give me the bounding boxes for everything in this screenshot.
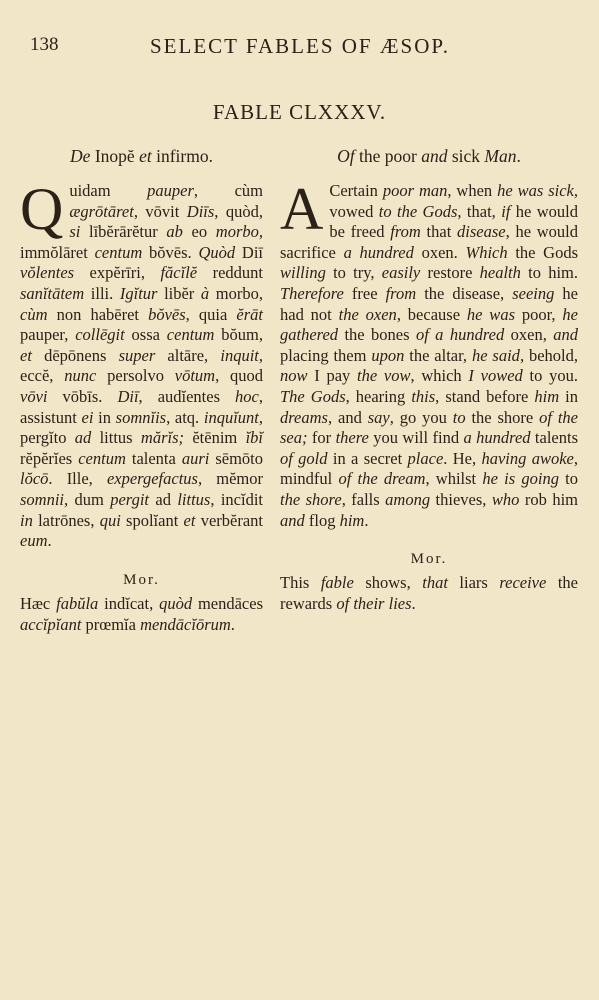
- english-body: [280, 176, 579, 531]
- roman-run: liars: [447, 573, 500, 593]
- roman-run: oxen,: [504, 325, 554, 345]
- english-title: [280, 146, 578, 167]
- roman-run: . Ille,: [48, 469, 107, 489]
- roman-run: restore: [420, 263, 480, 283]
- roman-run: spolĭant: [120, 510, 184, 530]
- roman-run: the Gods: [507, 242, 578, 262]
- page-number: 138: [30, 34, 59, 55]
- italic-run: receive: [499, 573, 547, 593]
- roman-run: flog: [304, 510, 340, 530]
- roman-run: oxen.: [413, 242, 466, 262]
- roman-run: , vōvit: [133, 201, 187, 221]
- roman-run: rĕpĕrĭes: [20, 448, 79, 468]
- italic-run: say: [367, 407, 390, 427]
- roman-run: prœmĭa: [81, 614, 141, 634]
- italic-run: accĭpĭant: [20, 614, 82, 634]
- italic-run: the vow: [357, 366, 411, 386]
- roman-run: , when: [447, 181, 498, 200]
- italic-run: vōvi: [20, 386, 48, 406]
- italic-run: collēgit: [75, 325, 125, 345]
- italic-run: he gathered: [280, 304, 578, 345]
- roman-run: , quod: [215, 366, 264, 386]
- roman-run: Certain: [329, 181, 383, 200]
- italic-run: dreams: [280, 407, 328, 427]
- roman-run: expĕrīri,: [74, 263, 161, 283]
- italic-run: health: [479, 263, 521, 283]
- italic-run: if: [501, 201, 511, 221]
- roman-run: mendāces: [192, 593, 263, 613]
- roman-run: , atq.: [166, 407, 204, 427]
- italic-run: ĕrāt: [236, 304, 263, 324]
- roman-run: persolvo: [96, 366, 175, 386]
- italic-run: upon: [371, 345, 405, 365]
- italic-run: Quòd: [198, 242, 236, 262]
- roman-run: , that,: [457, 201, 502, 221]
- roman-run: talents: [530, 428, 579, 448]
- roman-run: thieves,: [430, 489, 492, 509]
- italic-run: that: [422, 573, 448, 593]
- italic-run: centum: [94, 242, 143, 262]
- english-body-text: [280, 176, 579, 530]
- roman-run: in a secret: [327, 448, 408, 468]
- roman-run: you will find: [368, 428, 464, 448]
- roman-run: latrōnes,: [32, 510, 100, 530]
- roman-run: in: [559, 386, 578, 406]
- italic-run: somnii: [20, 489, 65, 509]
- italic-run: et: [139, 146, 152, 166]
- roman-run: , falls: [341, 489, 386, 509]
- roman-run: , immŏlāret: [20, 222, 263, 262]
- roman-run: ossa: [124, 325, 167, 345]
- roman-run: vōbīs.: [47, 386, 118, 406]
- italic-run: super: [118, 345, 156, 365]
- italic-run: from: [385, 283, 417, 303]
- italic-run: et: [183, 510, 196, 530]
- roman-run: bŏum,: [214, 325, 264, 345]
- roman-run: , he would sacrifice: [280, 222, 579, 262]
- roman-run: , stand before: [435, 386, 535, 406]
- roman-run: uidam: [69, 181, 148, 200]
- italic-run: ĭbĭ: [245, 428, 263, 448]
- roman-run: that: [420, 222, 458, 242]
- roman-run: Inopĕ: [90, 146, 140, 166]
- italic-run: pauper: [147, 181, 194, 200]
- italic-run: him: [534, 386, 560, 406]
- italic-run: mendācĭōrum: [140, 614, 231, 634]
- roman-run: , which: [410, 366, 469, 386]
- roman-run: to him.: [520, 263, 578, 283]
- roman-run: to you.: [522, 366, 578, 386]
- running-head: SELECT FABLES OF ÆSOP.: [150, 34, 450, 58]
- roman-run: I pay: [307, 366, 358, 386]
- italic-run: auri: [181, 448, 210, 468]
- roman-run: the shore: [465, 407, 540, 427]
- italic-run: fable: [320, 573, 354, 593]
- roman-run: sick: [447, 146, 485, 166]
- english-moral: [280, 572, 578, 614]
- italic-run: inquit: [220, 345, 259, 365]
- roman-run: , quia: [185, 304, 237, 324]
- roman-run: to: [558, 469, 579, 489]
- roman-run: , mĕmor: [197, 469, 263, 489]
- italic-run: there: [335, 428, 369, 448]
- roman-run: .: [364, 510, 369, 530]
- roman-run: to try,: [325, 263, 382, 283]
- italic-run: who: [491, 489, 520, 509]
- italic-run: nunc: [64, 366, 97, 386]
- roman-run: littus: [91, 428, 141, 448]
- italic-run: vōtum: [174, 366, 216, 386]
- roman-run: the rewards: [280, 573, 578, 614]
- italic-run: et: [20, 345, 32, 365]
- italic-run: among: [385, 489, 431, 509]
- latin-drop-cap: Q: [20, 176, 64, 242]
- italic-run: in: [20, 510, 33, 530]
- roman-run: , go you: [389, 407, 453, 427]
- italic-run: a hundred: [343, 242, 414, 262]
- italic-run: he said: [471, 345, 520, 365]
- italic-run: qui: [99, 510, 121, 530]
- english-column: [280, 146, 578, 614]
- roman-run: reddunt: [197, 263, 263, 283]
- italic-run: quòd: [159, 593, 193, 613]
- italic-run: cùm: [20, 304, 48, 324]
- italic-run: he was sick: [497, 181, 574, 200]
- roman-run: the poor: [354, 146, 422, 166]
- italic-run: Diīs: [186, 201, 215, 221]
- roman-run: , and: [327, 407, 368, 427]
- roman-run: dēpōnens: [31, 345, 119, 365]
- roman-run: pauper,: [20, 325, 76, 345]
- roman-run: , because: [396, 304, 467, 324]
- roman-run: non habēret: [47, 304, 149, 324]
- italic-run: of gold: [280, 448, 328, 468]
- italic-run: somnĭis: [115, 407, 167, 427]
- roman-run: , behold,: [519, 345, 578, 365]
- roman-run: verbĕrant: [195, 510, 264, 530]
- roman-run: , quòd,: [214, 201, 263, 221]
- italic-run: poor man: [382, 181, 448, 200]
- roman-run: , cùm: [193, 181, 263, 200]
- roman-run: , audĭentes: [138, 386, 236, 406]
- roman-run: , pergĭto: [20, 407, 263, 448]
- italic-run: sanĭtātem: [20, 283, 85, 303]
- italic-run: of the dream: [338, 469, 426, 489]
- roman-run: .: [47, 531, 52, 551]
- latin-column: [20, 146, 263, 635]
- italic-run: Which: [465, 242, 508, 262]
- roman-run: free: [343, 283, 386, 303]
- italic-run: Of: [337, 146, 355, 166]
- roman-run: .: [411, 594, 416, 614]
- roman-run: , whilst: [425, 469, 483, 489]
- roman-run: rob him: [519, 489, 578, 509]
- italic-run: bŏvēs: [148, 304, 186, 324]
- italic-run: the oxen: [338, 304, 397, 324]
- italic-run: lŏcō: [20, 469, 49, 489]
- roman-run: , incĭdit: [210, 489, 263, 509]
- italic-run: I vowed: [468, 366, 523, 386]
- italic-run: to the Gods: [378, 201, 458, 221]
- italic-run: he is going: [482, 469, 559, 489]
- roman-run: infirmo.: [151, 146, 213, 166]
- italic-run: and: [553, 325, 579, 345]
- italic-run: he was: [466, 304, 515, 324]
- roman-run: the disease,: [416, 283, 513, 303]
- roman-run: . He,: [443, 448, 482, 468]
- english-drop-cap: A: [280, 176, 324, 242]
- roman-run: , dum: [64, 489, 111, 509]
- latin-title: [20, 146, 263, 167]
- italic-run: fabŭla: [56, 593, 99, 613]
- roman-run: , vowed: [329, 181, 578, 221]
- italic-run: ab: [166, 222, 183, 242]
- italic-run: centum: [78, 448, 126, 468]
- english-moral-heading: Mor.: [410, 551, 448, 568]
- roman-run: poor,: [514, 304, 563, 324]
- roman-run: Diī: [235, 242, 263, 262]
- italic-run: făcĭlĕ: [160, 263, 198, 283]
- roman-run: morbo,: [209, 283, 263, 303]
- italic-run: disease: [457, 222, 506, 242]
- roman-run: This: [280, 573, 321, 593]
- roman-run: , assistunt: [20, 386, 263, 427]
- italic-run: Therefore: [280, 283, 344, 303]
- roman-run: for: [307, 428, 336, 448]
- italic-run: Man: [484, 146, 517, 166]
- roman-run: , eccĕ,: [20, 345, 263, 386]
- roman-run: Hæc: [20, 593, 57, 613]
- italic-run: from: [390, 222, 421, 242]
- roman-run: altāre,: [155, 345, 221, 365]
- roman-run: in: [93, 407, 116, 427]
- roman-run: lībĕrārĕtur: [80, 222, 167, 242]
- italic-run: pergit: [110, 489, 150, 509]
- roman-run: illi.: [84, 283, 120, 303]
- italic-run: this: [411, 386, 436, 406]
- roman-run: libĕr: [157, 283, 201, 303]
- italic-run: him: [339, 510, 365, 530]
- roman-run: he had not: [280, 283, 578, 324]
- italic-run: De: [70, 146, 91, 166]
- italic-run: the shore: [280, 489, 342, 509]
- roman-run: .: [230, 614, 235, 634]
- italic-run: place: [407, 448, 444, 468]
- italic-run: a hundred: [463, 428, 531, 448]
- roman-run: ad: [149, 489, 178, 509]
- italic-run: Diī: [117, 386, 139, 406]
- fable-number: FABLE CLXXXV.: [212, 100, 387, 124]
- roman-run: ĕtēnim: [184, 428, 246, 448]
- italic-run: ad: [74, 428, 92, 448]
- italic-run: si: [69, 222, 81, 242]
- italic-run: having awoke: [481, 448, 574, 468]
- italic-run: now: [280, 366, 308, 386]
- italic-run: ei: [81, 407, 94, 427]
- italic-run: and: [421, 146, 448, 166]
- italic-run: ægrōtāret: [69, 201, 134, 221]
- latin-moral-heading: Mor.: [123, 571, 160, 588]
- roman-run: talenta: [125, 448, 182, 468]
- roman-run: placing them: [280, 345, 372, 365]
- italic-run: to: [452, 407, 466, 427]
- italic-run: vŏlentes: [20, 263, 75, 283]
- italic-run: hoc: [235, 386, 259, 406]
- italic-run: morbo: [215, 222, 259, 242]
- roman-run: eo: [182, 222, 216, 242]
- roman-run: he would be freed: [329, 201, 578, 242]
- italic-run: easily: [381, 263, 421, 283]
- latin-body: [20, 176, 264, 552]
- italic-run: seeing: [512, 283, 555, 303]
- italic-run: of their lies: [336, 594, 412, 614]
- italic-run: The Gods: [280, 386, 346, 406]
- roman-run: sēmōto: [209, 448, 263, 468]
- italic-run: of a hundred: [415, 325, 505, 345]
- italic-run: eum: [20, 531, 48, 551]
- roman-run: indĭcat,: [98, 593, 160, 613]
- italic-run: centum: [166, 325, 215, 345]
- roman-run: , hearing: [345, 386, 412, 406]
- italic-run: mărĭs;: [140, 428, 185, 448]
- italic-run: inquĭunt: [203, 407, 259, 427]
- italic-run: Igĭtur: [119, 283, 158, 303]
- roman-run: shows,: [353, 573, 423, 593]
- italic-run: of the sea;: [280, 407, 578, 448]
- italic-run: expergefactus: [106, 469, 198, 489]
- italic-run: à: [200, 283, 210, 303]
- roman-run: the bones: [338, 325, 416, 345]
- italic-run: willing: [280, 263, 326, 283]
- latin-moral: [20, 593, 263, 635]
- roman-run: the altar,: [404, 345, 472, 365]
- roman-run: .: [516, 146, 521, 166]
- italic-run: littus: [177, 489, 211, 509]
- roman-run: bŏvēs.: [142, 242, 199, 262]
- roman-run: , mindful: [280, 448, 578, 489]
- italic-run: and: [280, 510, 305, 530]
